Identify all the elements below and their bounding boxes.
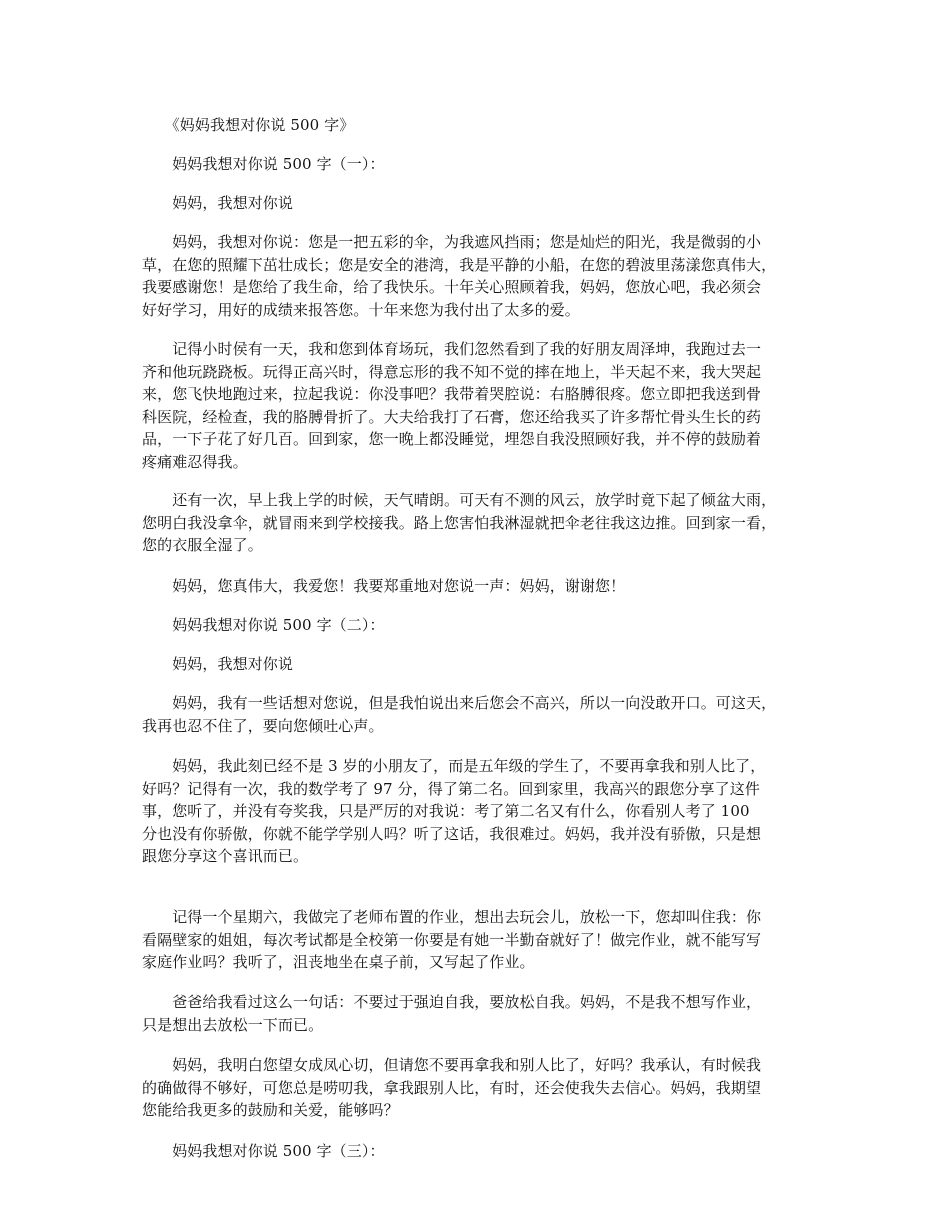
document-title: 《妈妈我想对你说 500 字》 (142, 116, 355, 134)
paragraph: 妈妈，您真伟大，我爱您！我要郑重地对您说一声：妈妈，谢谢您！ (142, 577, 626, 595)
paragraph: 妈妈，我此刻已经不是 3 岁的小朋友了，而是五年级的学生了，不要再拿我和别人比了， 好吗？记得有一次，我的数学考了 97 分，得了第二名。回到家里，我高兴的跟您分享了这件 事，您听了，并没有夸奖我，只是严厉的对我说：考了第二名又有什么，你看别人考了 100 分也没有你骄傲，你就不能学学别人吗？听了这话，我很难过。妈妈，我并没有骄傲，只是想 跟您分享这个喜讯而已。 (142, 757, 766, 865)
section-heading-three: 妈妈我想对你说 500 字（三）： (142, 1142, 385, 1160)
section-heading-one: 妈妈我想对你说 500 字（一）： (142, 155, 385, 173)
paragraph: 记得一个星期六，我做完了老师布置的作业，想出去玩会儿，放松一下，您却叫住我：你 看隔壁家的姐姐，每次考试都是全校第一你要是有她一半勤奋就好了！做完作业，就不能写写 家庭作业吗？我听了，沮丧地坐在桌子前，又写起了作业。 (142, 908, 762, 971)
paragraph: 妈妈，我有一些话想对您说，但是我怕说出来后您会不高兴，所以一向没敢开口。可这天， 我再也忍不住了，要向您倾吐心声。 (142, 694, 777, 735)
paragraph: 爸爸给我看过这么一句话：不要过于强迫自我，要放松自我。妈妈，不是我不想写作业， 只是想出去放松一下而已。 (142, 993, 762, 1034)
paragraph: 妈妈，我想对你说：您是一把五彩的伞，为我遮风挡雨；您是灿烂的阳光，我是微弱的小 草，在您的照耀下茁壮成长；您是安全的港湾，我是平静的小船，在您的碧波里荡漾您真伟大， 我要感谢您！是您给了我生命，给了我快乐。十年关心照顾着我，妈妈，您放心吧，我必须会 好好学习，用好的成绩来报答您。十年来您为我付出了太多的爱。 (142, 233, 777, 319)
paragraph: 记得小时侯有一天，我和您到体育场玩，我们忽然看到了我的好朋友周泽坤，我跑过去一 齐和他玩跷跷板。玩得正高兴时，得意忘形的我不知不觉的摔在地上，半天起不来，我大哭起 来，您飞快地跑过来，拉起我说：你没事吧？我带着哭腔说：右胳膊很疼。您立即把我送到骨 科医院，经检查，我的胳膊骨折了。大夫给我打了石膏，您还给我买了许多帮忙骨头生长的药 品，一下子花了好几百。回到家，您一晚上都没睡觉，埋怨自我没照顾好我，并不停的鼓励着 疼痛难忍得我。 (142, 340, 762, 471)
subtitle-one: 妈妈，我想对你说 (142, 194, 294, 212)
section-heading-two: 妈妈我想对你说 500 字（二）： (142, 616, 385, 634)
subtitle-two: 妈妈，我想对你说 (142, 655, 294, 673)
paragraph: 妈妈，我明白您望女成凤心切，但请您不要再拿我和别人比了，好吗？我承认，有时候我 的确做得不够好，可您总是唠叨我，拿我跟别人比，有时，还会使我失去信心。妈妈，我期望 您能给我更多的鼓励和关爱，能够吗？ (142, 1056, 762, 1119)
paragraph: 还有一次，早上我上学的时候，天气晴朗。可天有不测的风云，放学时竟下起了倾盆大雨， 您明白我没拿伞，就冒雨来到学校接我。路上您害怕我淋湿就把伞老往我这边推。回到家一看， 您的衣服全湿了。 (142, 491, 777, 554)
